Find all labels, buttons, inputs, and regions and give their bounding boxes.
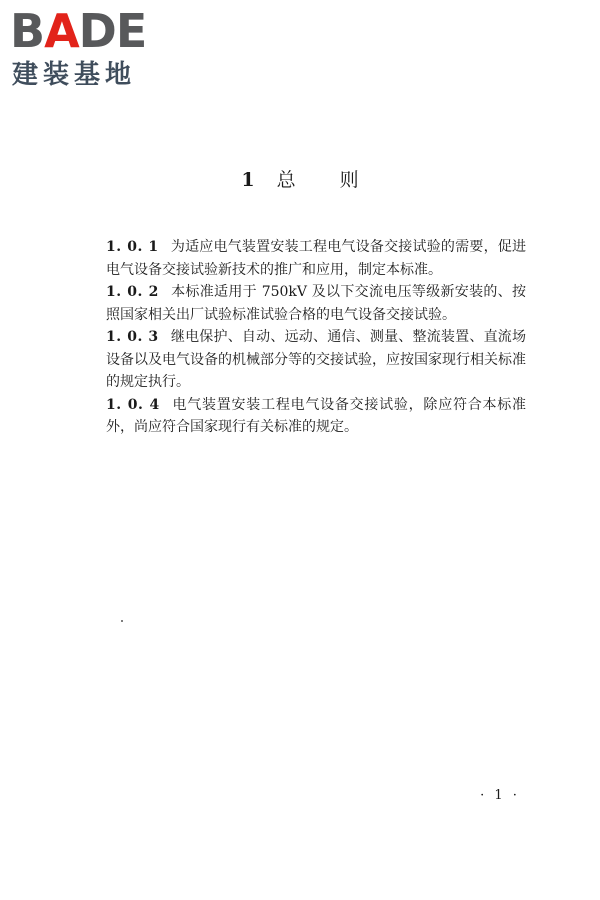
logo-wordmark — [10, 6, 146, 56]
clause-1-0-1 — [106, 236, 526, 281]
clause-number: 1. 0. 3 — [106, 329, 159, 345]
logo-letters-de: DE — [78, 4, 147, 58]
clause-list — [106, 236, 526, 439]
chapter-title — [0, 168, 600, 192]
logo-letter-b: B — [10, 4, 45, 58]
clause-number: 1. 0. 1 — [106, 239, 159, 255]
clause-text: 为适应电气装置安装工程电气设备交接试验的需要，促进电气设备交接试验新技术的推广和应用，制定本标准。 — [106, 239, 526, 278]
stray-dot — [121, 620, 123, 622]
chapter-number: 1 — [241, 169, 255, 191]
clause-1-0-2 — [106, 281, 526, 326]
clause-1-0-4 — [106, 394, 526, 439]
clause-number: 1. 0. 2 — [106, 284, 159, 300]
clause-text: 电气装置安装工程电气设备交接试验，除应符合本标准外，尚应符合国家现行有关标准的规定。 — [106, 396, 526, 435]
logo-letter-a-accent: A — [44, 4, 79, 58]
brand-logo — [10, 6, 180, 90]
clause-number: 1. 0. 4 — [106, 396, 160, 413]
page-number: · 1 · — [480, 788, 520, 803]
clause-text: 继电保护、自动、远动、通信、测量、整流装置、直流场设备以及电气设备的机械部分等的交接试验，应按国家现行相关标准的规定执行。 — [106, 329, 526, 390]
chapter-title-part1: 总 — [276, 169, 296, 191]
chapter-title-part2: 则 — [339, 169, 359, 191]
clause-text: 本标准适用于 750kV 及以下交流电压等级新安装的、按照国家相关出厂试验标准试验合格的电气设备交接试验。 — [106, 284, 526, 323]
logo-subtitle: 建装基地 — [12, 60, 137, 90]
clause-1-0-3 — [106, 326, 526, 394]
